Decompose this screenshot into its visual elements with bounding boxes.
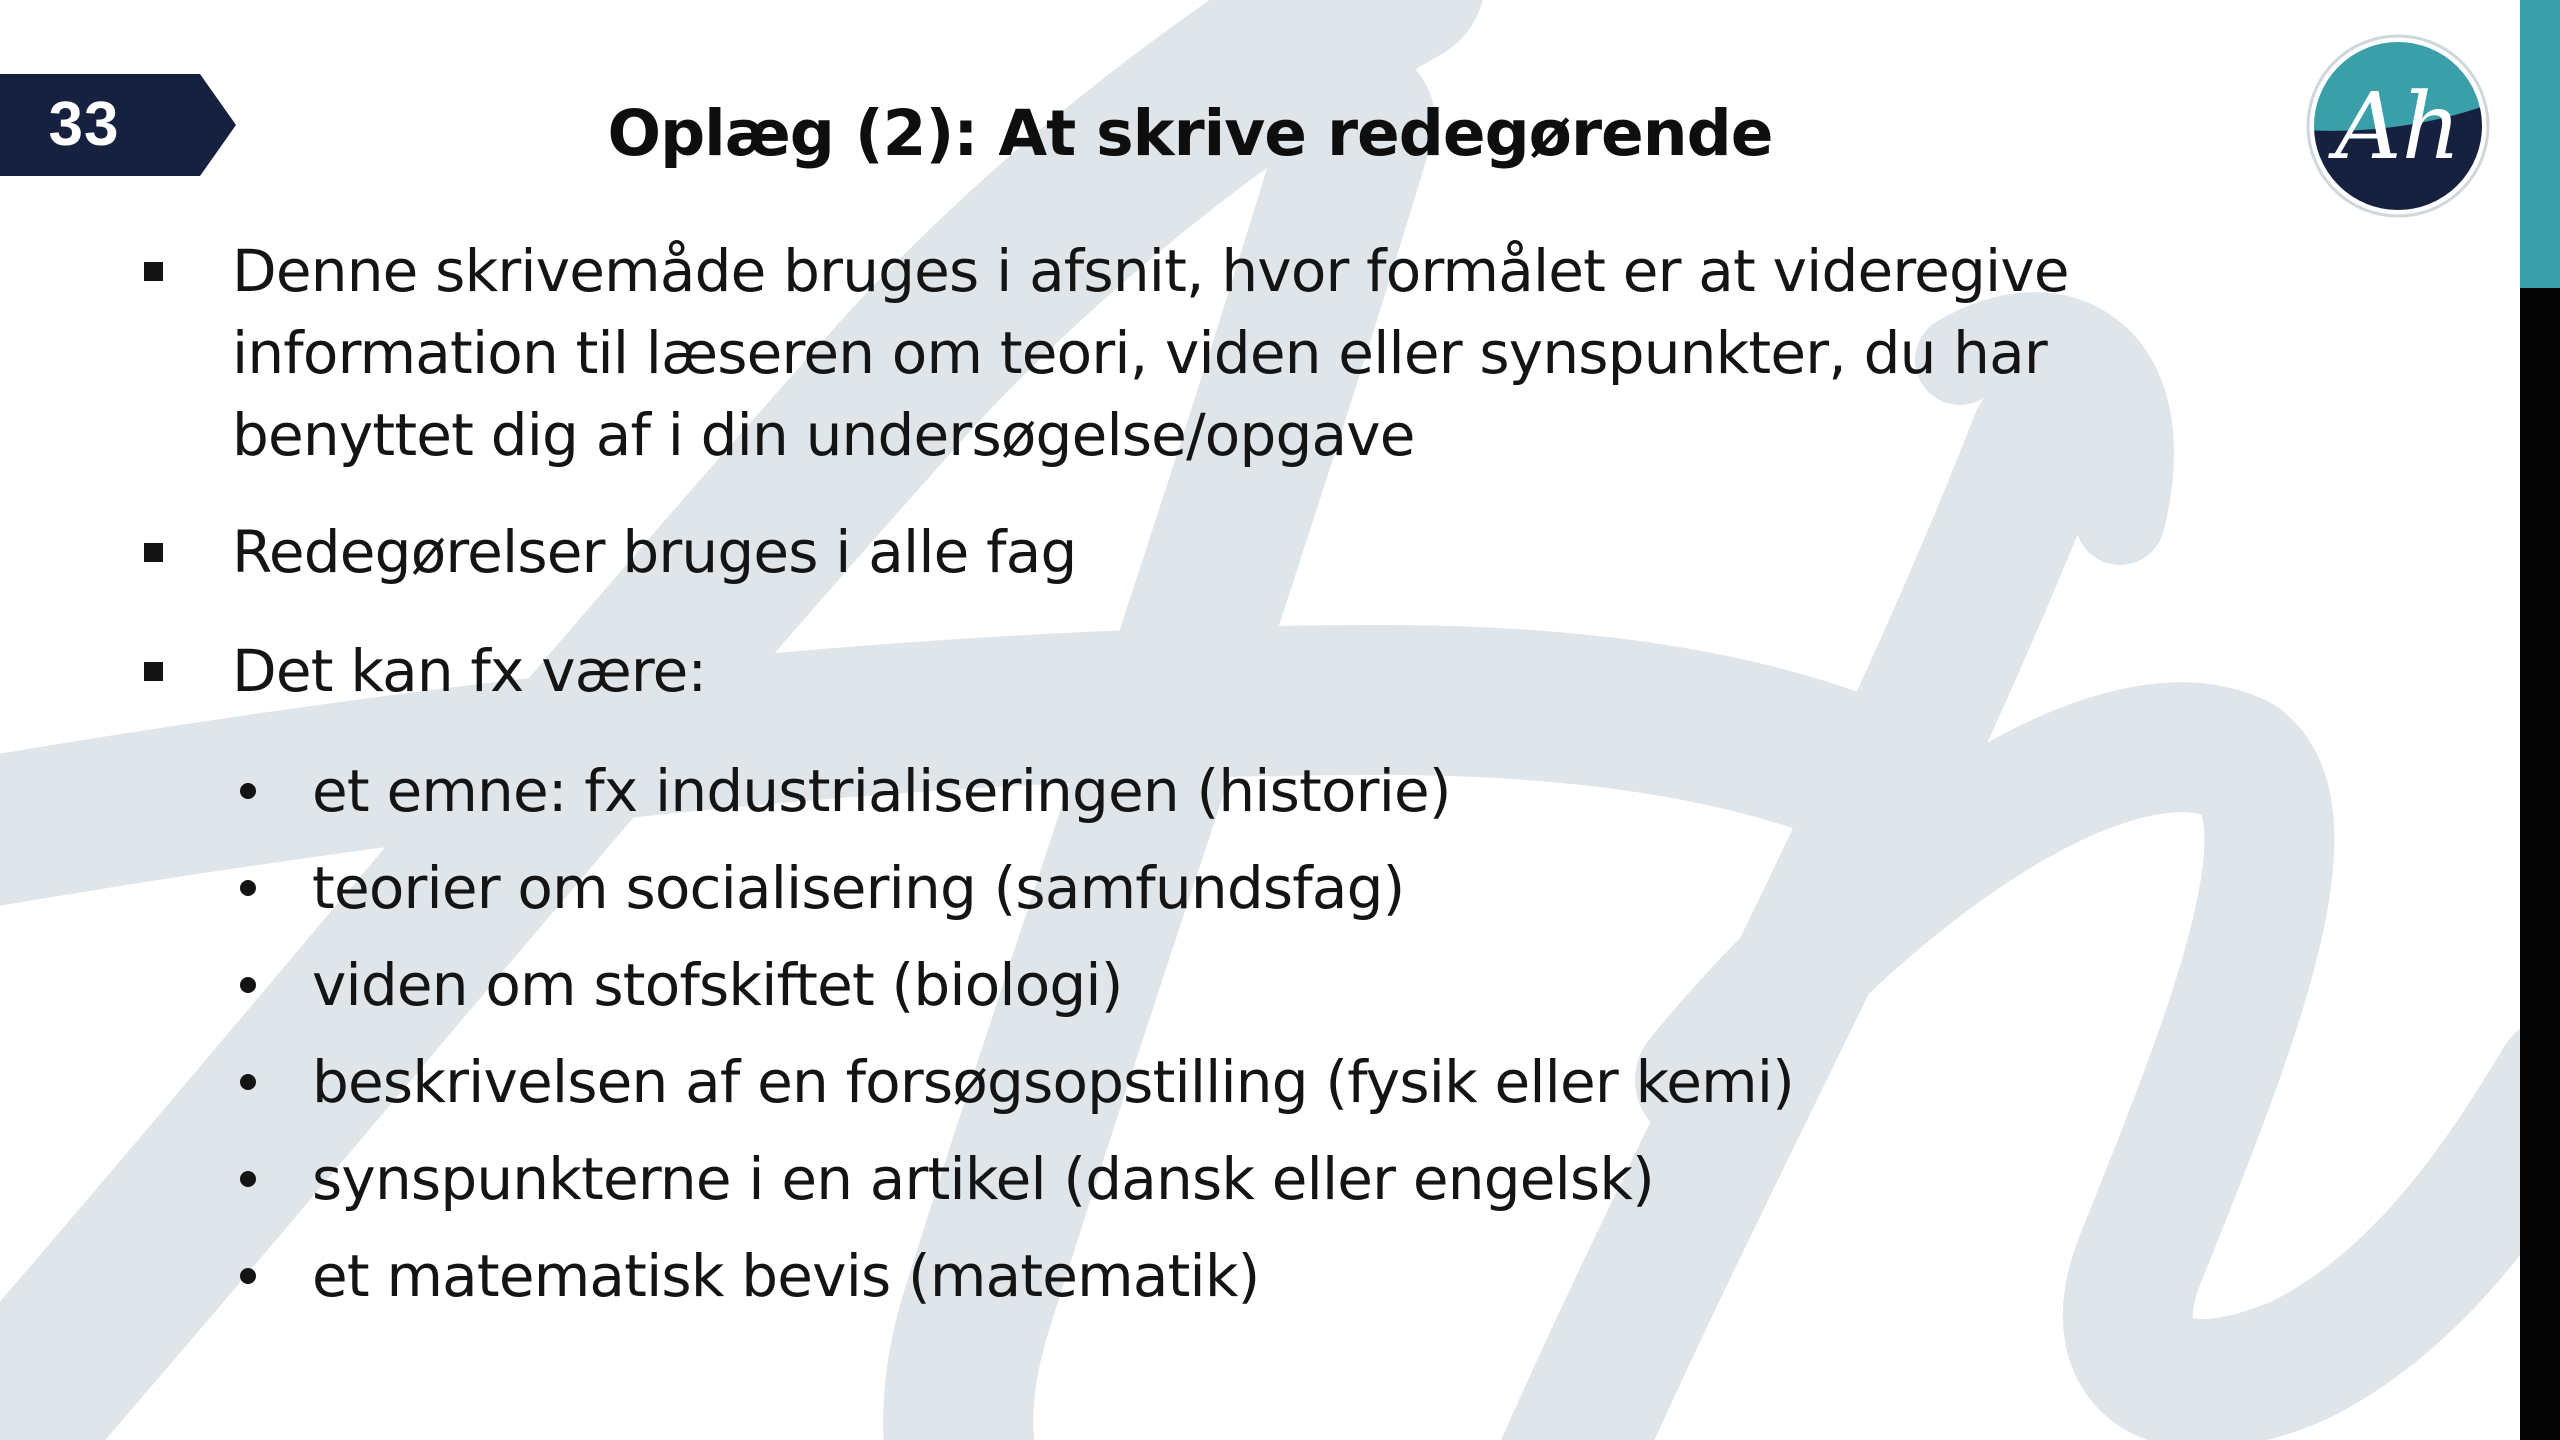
square-bullet-icon [144, 662, 163, 681]
sub-bullet-item: teorier om socialisering (samfundsfag) [312, 854, 1405, 922]
right-edge-accent-bar [2520, 0, 2560, 288]
square-bullet-icon [144, 262, 163, 281]
square-bullet-icon [144, 543, 163, 562]
dot-bullet-icon [240, 1171, 256, 1187]
sub-bullet-item: beskrivelsen af en forsøgsopstilling (fysik eller kemi) [312, 1048, 1795, 1116]
bullet-item [232, 511, 2232, 593]
dot-bullet-icon [240, 880, 256, 896]
dot-bullet-icon [240, 1074, 256, 1090]
logo-text: Ah [2335, 73, 2461, 180]
bullet-line: Det kan fx være: [232, 637, 707, 705]
bullet-line: Redegørelser bruges i alle fag [232, 518, 1077, 586]
sub-bullet-item: et matematisk bevis (matematik) [312, 1242, 1260, 1310]
right-edge-dark-bar [2520, 288, 2560, 1440]
dot-bullet-icon [240, 1268, 256, 1284]
bullet-line: information til læseren om teori, viden eller synspunkter, du har [232, 319, 2047, 387]
dot-bullet-icon [240, 783, 256, 799]
sub-bullet-item: synspunkterne i en artikel (dansk eller engelsk) [312, 1145, 1654, 1213]
dot-bullet-icon [240, 977, 256, 993]
bullet-item [232, 230, 2232, 476]
sub-bullet-item: et emne: fx industrialiseringen (historie) [312, 757, 1451, 825]
bullet-line: benyttet dig af i din undersøgelse/opgave [232, 401, 1415, 469]
slide-title: Oplæg (2): At skrive redegørende [607, 97, 1773, 170]
sub-bullet-item: viden om stofskiftet (biologi) [312, 951, 1123, 1019]
bullet-line: Denne skrivemåde bruges i afsnit, hvor formålet er at videregive [232, 237, 2069, 305]
bullet-item [232, 630, 2232, 712]
slide-number: 33 [48, 90, 120, 159]
